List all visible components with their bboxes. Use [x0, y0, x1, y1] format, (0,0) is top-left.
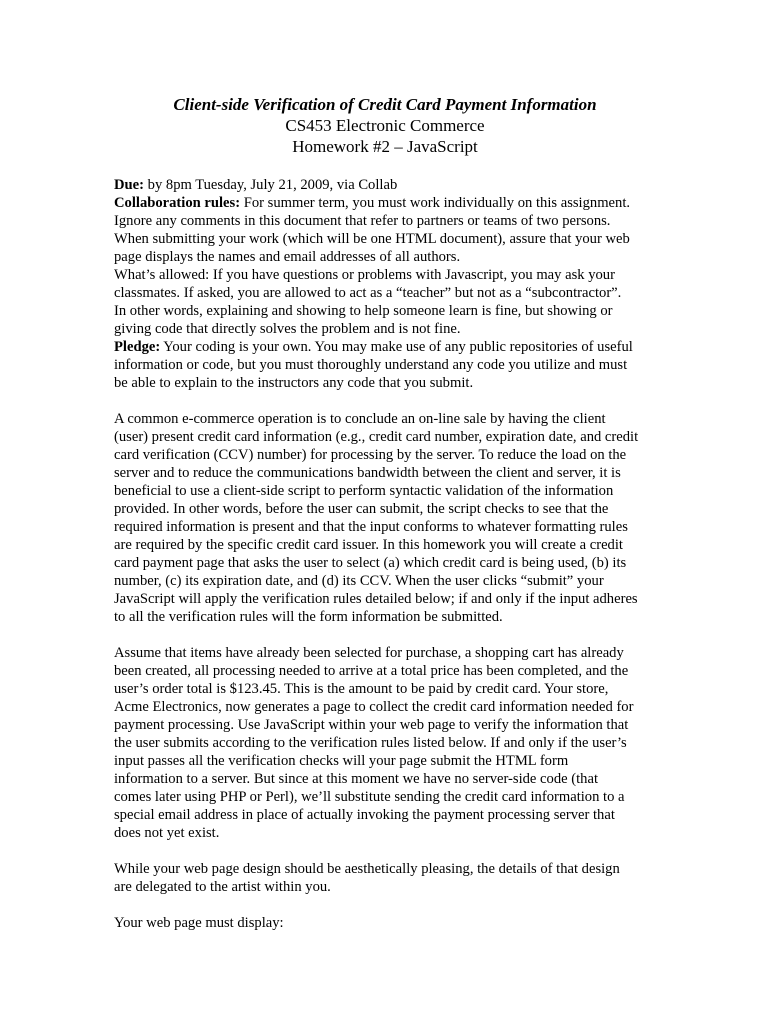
- document-title: Client-side Verification of Credit Card Payment Information: [173, 95, 597, 114]
- pledge-text: information or code, but you must thoroughly understand any code you utilize and must: [114, 357, 628, 373]
- paragraph-gap: [114, 626, 674, 644]
- due-line: [114, 176, 674, 194]
- intro-text: provided. In other words, before the user can submit, the script checks to see that the: [114, 501, 609, 517]
- intro-text: (user) present credit card information (e.g., credit card number, expiration date, and credit: [114, 429, 639, 445]
- intro-text: JavaScript will apply the verification rules detailed below; if and only if the input adheres: [114, 591, 638, 607]
- intro-text: server and to reduce the communications bandwidth between the client and server, it is: [114, 465, 621, 481]
- intro-text: A common e-commerce operation is to conclude an on-line sale by having the client: [114, 411, 606, 427]
- paragraph-gap: [114, 842, 674, 860]
- collab-text: When submitting your work (which will be one HTML document), assure that your web: [114, 231, 630, 247]
- design-text: While your web page design should be aesthetically pleasing, the details of that design: [114, 861, 620, 877]
- assumption-text: input passes all the verification checks will your page submit the HTML form: [114, 753, 569, 769]
- intro-text: required information is present and that the input conforms to whatever formatting rules: [114, 519, 628, 535]
- intro-text: beneficial to use a client-side script to perform syntactic validation of the information: [114, 483, 614, 499]
- display-heading: Your web page must display:: [114, 915, 284, 931]
- due-text: by 8pm Tuesday, July 21, 2009, via Collab: [144, 177, 398, 193]
- assumption-text: comes later using PHP or Perl), we’ll substitute sending the credit card information to a: [114, 789, 625, 805]
- design-text: are delegated to the artist within you.: [114, 879, 331, 895]
- intro-text: number, (c) its expiration date, and (d) its CCV. When the user clicks “submit” your: [114, 573, 604, 589]
- assumption-text: user’s order total is $123.45. This is the amount to be paid by credit card. Your store,: [114, 681, 609, 697]
- intro-text: are required by the specific credit card issuer. In this homework you will create a credit: [114, 537, 623, 553]
- assumption-text: the user submits according to the verification rules listed below. If and only if the user’s: [114, 735, 627, 751]
- allowed-text: classmates. If asked, you are allowed to act as a “teacher” but not as a “subcontractor”.: [114, 285, 622, 301]
- intro-text: to all the verification rules will the form information be submitted.: [114, 609, 503, 625]
- assumption-text: payment processing. Use JavaScript within your web page to verify the information that: [114, 717, 629, 733]
- collab-line: [114, 194, 674, 212]
- due-label: Due:: [114, 177, 144, 193]
- collab-text: For summer term, you must work individually on this assignment.: [240, 195, 631, 211]
- collab-text: Ignore any comments in this document that refer to partners or teams of two persons.: [114, 213, 611, 229]
- pledge-label: Pledge:: [114, 339, 161, 355]
- assumption-text: does not yet exist.: [114, 825, 220, 841]
- assumption-text: information to a server. But since at this moment we have no server-side code (that: [114, 771, 598, 787]
- assumption-text: Acme Electronics, now generates a page to collect the credit card information needed for: [114, 699, 634, 715]
- allowed-text: In other words, explaining and showing to help someone learn is fine, but showing or: [114, 303, 613, 319]
- document-header: [0, 94, 770, 157]
- pledge-line: [114, 338, 674, 356]
- paragraph-gap: [114, 392, 674, 410]
- intro-text: card verification (CCV) number) for processing by the server. To reduce the load on the: [114, 447, 627, 463]
- assumption-text: special email address in place of actually invoking the payment processing server that: [114, 807, 615, 823]
- assumption-text: been created, all processing needed to arrive at a total price has been completed, and the: [114, 663, 629, 679]
- allowed-text: What’s allowed: If you have questions or problems with Javascript, you may ask your: [114, 267, 615, 283]
- homework-title: Homework #2 – JavaScript: [292, 137, 478, 156]
- paragraph-gap: [114, 896, 674, 914]
- intro-text: card payment page that asks the user to select (a) which credit card is being used, (b) its: [114, 555, 627, 571]
- collab-label: Collaboration rules:: [114, 195, 241, 211]
- course-name: CS453 Electronic Commerce: [285, 116, 485, 135]
- assumption-text: Assume that items have already been selected for purchase, a shopping cart has already: [114, 645, 624, 661]
- allowed-text: giving code that directly solves the problem and is not fine.: [114, 321, 461, 337]
- collab-text: page displays the names and email addresses of all authors.: [114, 249, 461, 265]
- pledge-text: Your coding is your own. You may make use of any public repositories of useful: [160, 339, 633, 355]
- document-body: [114, 176, 674, 932]
- pledge-text: be able to explain to the instructors any code that you submit.: [114, 375, 474, 391]
